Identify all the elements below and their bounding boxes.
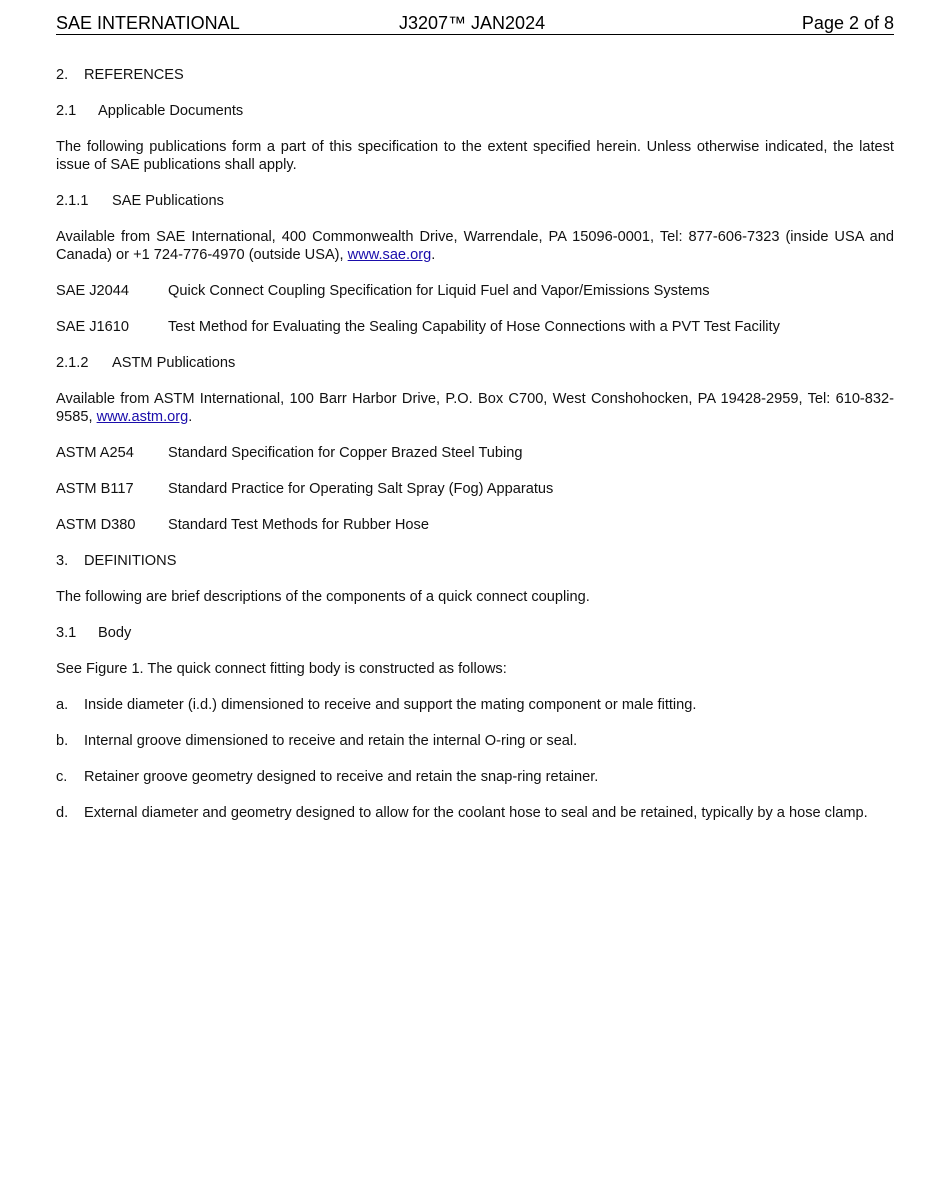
section-title: Applicable Documents: [98, 103, 244, 119]
list-item: [56, 732, 894, 750]
list-marker: d.: [56, 805, 69, 821]
list-marker: b.: [56, 733, 69, 749]
reference-code: ASTM A254: [56, 445, 134, 461]
sae-availability-paragraph: Available from SAE International, 400 Commonwealth Drive, Warrendale, PA 15096-0001, Tel: 877-606-7323 (inside USA and Canada) or +1 724-776-4970 (outside USA), www.sae.org.: [56, 229, 894, 263]
section-number: 3.1: [56, 625, 77, 641]
list-item-text: Retainer groove geometry designed to receive and retain the snap-ring retainer.: [84, 769, 599, 785]
section-2-1-heading: [56, 102, 894, 120]
section-2-1-paragraph: The following publications form a part of this specification to the extent specified herein. Unless otherwise indicated, the latest issue of SAE publications shall apply.: [56, 139, 894, 173]
reference-title: Standard Practice for Operating Salt Spray (Fog) Apparatus: [168, 481, 554, 497]
section-number: 2.: [56, 67, 69, 83]
sae-availability-text: Available from SAE International, 400 Commonwealth Drive, Warrendale, PA 15096-0001, Tel: 877-606-7323 (inside USA and Canada) or +1 724-776-4970 (outside USA),: [56, 229, 894, 263]
reference-code: SAE J2044: [56, 283, 130, 299]
list-item-text: Internal groove dimensioned to receive and retain the internal O-ring or seal.: [84, 733, 578, 749]
section-title: DEFINITIONS: [84, 553, 177, 569]
header-org: SAE INTERNATIONAL: [56, 13, 240, 33]
section-3-1-paragraph: See Figure 1. The quick connect fitting body is constructed as follows:: [56, 661, 507, 677]
astm-availability-text: Available from ASTM International, 100 Barr Harbor Drive, P.O. Box C700, West Conshohocken, PA 19428-2959, Tel: 610-832-9585,: [56, 391, 894, 425]
section-number: 3.: [56, 553, 69, 569]
document-body: [56, 66, 894, 840]
section-title: Body: [98, 625, 132, 641]
section-title: ASTM Publications: [112, 355, 236, 371]
sae-website-link[interactable]: www.sae.org: [347, 247, 432, 263]
reference-row: [56, 444, 894, 462]
reference-row: [56, 480, 894, 498]
section-3-1-heading: [56, 624, 894, 642]
section-number: 2.1.1: [56, 193, 89, 209]
section-3-heading: [56, 552, 894, 570]
section-2-1-1-heading: [56, 192, 894, 210]
list-item: [56, 696, 894, 714]
list-item: [56, 804, 894, 822]
section-title: REFERENCES: [84, 67, 184, 83]
list-marker: a.: [56, 697, 69, 713]
section-3-paragraph: The following are brief descriptions of the components of a quick connect coupling.: [56, 589, 590, 605]
list-marker: c.: [56, 769, 68, 785]
reference-title: Quick Connect Coupling Specification for Liquid Fuel and Vapor/Emissions Systems: [168, 283, 710, 299]
reference-title: Test Method for Evaluating the Sealing Capability of Hose Connections with a PVT Test Facility: [168, 319, 780, 335]
reference-code: SAE J1610: [56, 319, 130, 335]
page-header: [56, 13, 894, 35]
section-2-1-2-heading: [56, 354, 894, 372]
section-title: SAE Publications: [112, 193, 224, 209]
reference-code: ASTM B117: [56, 481, 134, 497]
reference-code: ASTM D380: [56, 517, 136, 533]
reference-title: Standard Test Methods for Rubber Hose: [168, 517, 429, 533]
list-item: [56, 768, 894, 786]
reference-row: [56, 318, 894, 336]
astm-availability-paragraph: Available from ASTM International, 100 Barr Harbor Drive, P.O. Box C700, West Conshohocken, PA 19428-2959, Tel: 610-832-9585, www.astm.org.: [56, 391, 894, 425]
reference-title: Standard Specification for Copper Brazed Steel Tubing: [168, 445, 523, 461]
header-page-number: Page 2 of 8: [801, 13, 894, 33]
section-2-heading: [56, 66, 894, 84]
reference-row: [56, 282, 894, 300]
list-item-text: External diameter and geometry designed to allow for the coolant hose to seal and be retained, typically by a hose clamp.: [84, 805, 868, 821]
section-number: 2.1.2: [56, 355, 89, 371]
header-doc-id: J3207™ JAN2024: [399, 13, 546, 33]
section-number: 2.1: [56, 103, 77, 119]
list-item-text: Inside diameter (i.d.) dimensioned to receive and support the mating component or male fitting.: [84, 697, 697, 713]
reference-row: [56, 516, 894, 534]
astm-website-link[interactable]: www.astm.org: [96, 409, 189, 425]
